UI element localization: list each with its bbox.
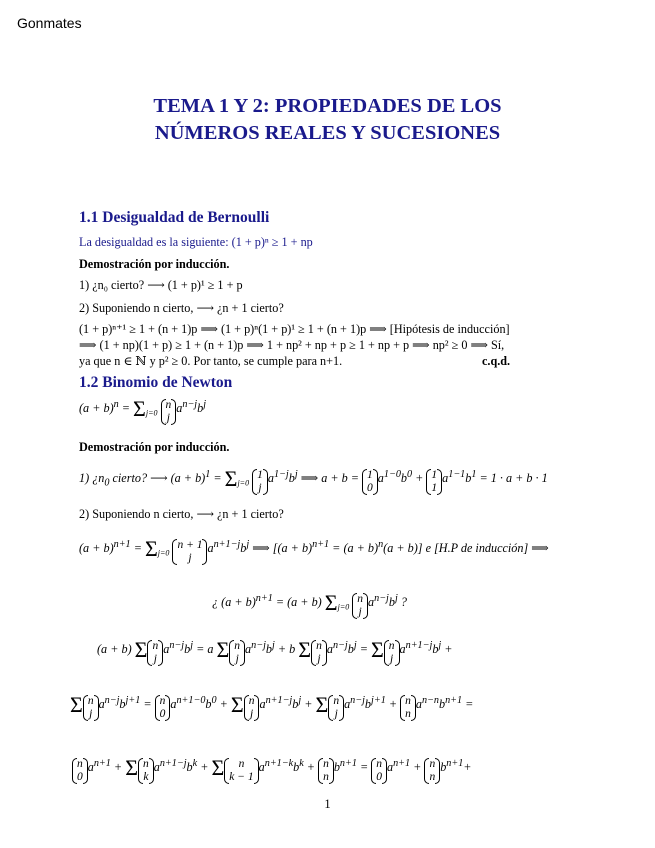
bernoulli-statement: La desigualdad es la siguiente: (1 + p)ⁿ ≥ 1 + np bbox=[79, 235, 313, 249]
binomial-formula: $(a + b)^n = \Sigma_{j=0}$ n $ja^{n-j}b^j$ bbox=[79, 396, 207, 424]
page-number: 1 bbox=[324, 797, 331, 811]
newton-step-1: 1) ¿$n_0$ cierto? ⟶ $(a + b)^1 = \Sigma_{j=0}$ 1 $ja^{1-j}b^j$ ⟹ a + b = 1 $0a^{1-0}b^0 + 1$ $1a^{1-1}b^1 = 1 \cdot a + b \cdot 1$ bbox=[79, 466, 548, 494]
section-1-1-heading: 1.1 Desigualdad de Bernoulli bbox=[79, 209, 270, 226]
bernoulli-proof-line-3: ya que n ∈ ℕ y p² ≥ 0. Por tanto, se cumple para n+1. bbox=[79, 354, 343, 368]
newton-proof-line-2: ¿ $(a + b)^{n+1} = (a + b)$ $\Sigma_{j=0}$ n $ja^{n-j}b^j$ ? bbox=[212, 590, 407, 618]
title-line-1: TEMA 1 Y 2: PROPIEDADES DE LOS bbox=[153, 95, 502, 117]
bernoulli-proof-line-2: ⟹ (1 + np)(1 + p) ≥ 1 + (n + 1)p ⟹ 1 + np² + np + p ≥ 1 + np + p ⟹ np² ≥ 0 ⟹ Sí, bbox=[79, 338, 505, 352]
title-line-2: NÚMEROS REALES Y SUCESIONES bbox=[154, 122, 501, 144]
section-1-2-heading: 1.2 Binomio de Newton bbox=[79, 374, 233, 391]
demo-label-1: Demostración por inducción. bbox=[79, 257, 230, 271]
document-title bbox=[0, 93, 655, 147]
newton-proof-line-5: n $0a^{n+1} + \Sigma$ n $ka^{n+1-j}b^k + \Sigma$ n $k - 1a^{n+1-k}b^k + n$ $nb^{n+1} = n$ $0a^{n+1} + n$ $nb^{n+1}+$ bbox=[72, 755, 472, 784]
newton-proof-line-4: Σ n $ja^{n-j}b^{j+1} = n$ $0a^{n+1-0}b^0 + \Sigma$ n $ja^{n+1-j}b^j + \Sigma$ n $ja^{n-j}b^{j+1} + n$ $na^{n-n}b^{n+1}$ = bbox=[70, 692, 474, 720]
bernoulli-step-2: 2) Suponiendo n cierto, ⟶ ¿n + 1 cierto? bbox=[79, 301, 284, 315]
demo-label-2: Demostración por inducción. bbox=[79, 440, 230, 454]
newton-proof-line-3: (a + b) Σ n $ja^{n-j}b^j = a$ Σ n $ja^{n-j}b^j + b$ Σ n $ja^{n-j}b^j = \Sigma$ n $ja^{n+1-j}b^j$ + bbox=[97, 637, 453, 665]
qed-mark: c.q.d. bbox=[482, 354, 511, 368]
page-header: Gonmates bbox=[17, 15, 82, 31]
bernoulli-proof-line-1: (1 + p)ⁿ⁺¹ ≥ 1 + (n + 1)p ⟹ (1 + p)ⁿ(1 + p)¹ ≥ 1 + (n + 1)p ⟹ [Hipótesis de inducción] bbox=[79, 322, 510, 336]
newton-proof-line-1: $(a + b)^{n+1} = \Sigma_{j=0}$ n + 1 $ja^{n+1-j}b^j$ ⟹ $[(a + b)^{n+1} = (a + b)^n(a + b)]$ e [H.P de inducción] ⟹ bbox=[79, 536, 549, 564]
newton-step-2: 2) Suponiendo n cierto, ⟶ ¿n + 1 cierto? bbox=[79, 507, 284, 521]
bernoulli-step-1: 1) ¿n₀ cierto? ⟶ (1 + p)¹ ≥ 1 + p bbox=[79, 278, 243, 292]
